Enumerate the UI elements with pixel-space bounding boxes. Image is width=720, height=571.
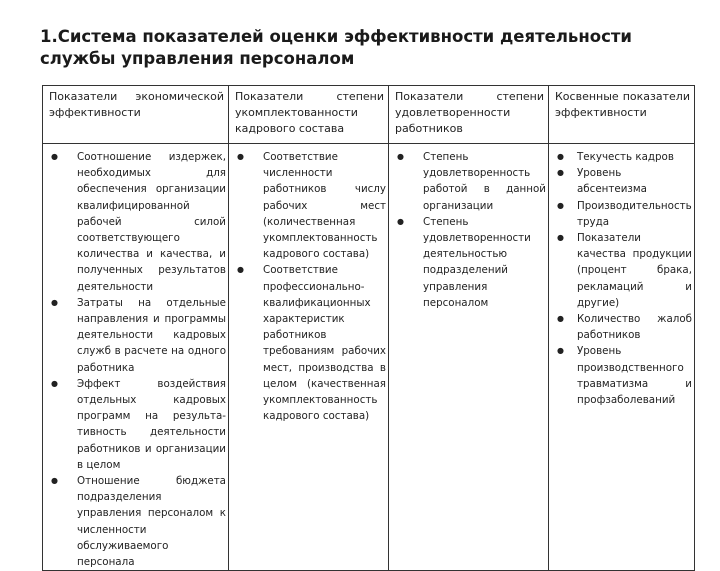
table-body-row (43, 144, 695, 571)
cell-indirect-indicators (549, 144, 695, 571)
bullet-list (43, 149, 226, 570)
bullet-icon: ● (557, 314, 564, 324)
bullet-icon: ● (51, 476, 58, 486)
bullet-icon: ● (51, 297, 58, 307)
header-employee-satisfaction: Показатели степени удовлетворенности работников (389, 86, 549, 144)
list-item: ● Эффект воздействия отдельных кадровых программ на результа-тивность деятельности работников и организации в целом (51, 377, 226, 471)
bullet-icon: ● (237, 265, 244, 275)
header-indirect-indicators: Косвенные показатели эффективности (549, 86, 695, 144)
bullet-list (229, 149, 386, 424)
list-item: ● Текучесть кадров (549, 149, 692, 165)
cell-employee-satisfaction (389, 144, 549, 571)
bullet-list (549, 149, 692, 408)
list-item: ● Количество жалоб работников (557, 313, 692, 342)
bullet-icon: ● (51, 378, 58, 388)
cell-staffing-completeness (229, 144, 389, 571)
list-item: ● Соотношение издержек, необходимых для обеспечения организации квалифицированной рабочей силой соответствующего количества и качества, и полученных результатов деятельности (51, 151, 226, 293)
bullet-icon: ● (237, 152, 244, 161)
bullet-icon: ● (557, 233, 564, 243)
document-title: 1.Система показателей оценки эффективности деятельности службы управления персоналом (40, 27, 632, 68)
list-item: ● Соответствие профессионально-квалификационных характеристик работников требованиям рабочих мест, производства в целом (качественная укомплектованность кадрового состава) (237, 264, 386, 423)
list-item: ● Отношение бюджета подразделения управления персоналом к численности обслуживаемого персонала (51, 475, 226, 569)
list-item: ● Производительность труда (557, 199, 692, 228)
bullet-list (389, 149, 546, 311)
list-item: ● Затраты на отдельные направления и программы деятельности кадровых служб в расчете на одного работника (51, 296, 226, 374)
bullet-icon: ● (397, 216, 404, 226)
bullet-icon: ● (51, 152, 58, 161)
list-item: ● Уровень абсентеизма (557, 167, 647, 196)
indicators-table (42, 85, 695, 571)
table-header-row (43, 86, 695, 144)
list-item: ● Степень удовлетворенность работой в данной организации (397, 151, 546, 212)
header-staffing-completeness: Показатели степени укомплектованности кадрового состава (229, 86, 389, 144)
bullet-icon: ● (557, 168, 564, 178)
bullet-icon: ● (557, 200, 564, 210)
bullet-icon: ● (557, 346, 564, 356)
list-item: ● Степень удовлетворенности деятельностью подразделений управления персоналом (397, 215, 531, 309)
list-item: ● Показатели качества продукции (процент брака, рекламаций и другие) (557, 232, 692, 309)
cell-economic-efficiency (43, 144, 229, 571)
list-item: ● Соответствие численности работников числу рабочих мест (количественная укомплектованность кадрового состава) (237, 151, 386, 261)
bullet-icon: ● (557, 152, 564, 161)
list-item: ● Уровень производственного травматизма и профзаболеваний (557, 345, 692, 407)
header-economic-efficiency: Показатели экономической эффективности (43, 86, 229, 144)
bullet-icon: ● (397, 152, 404, 161)
